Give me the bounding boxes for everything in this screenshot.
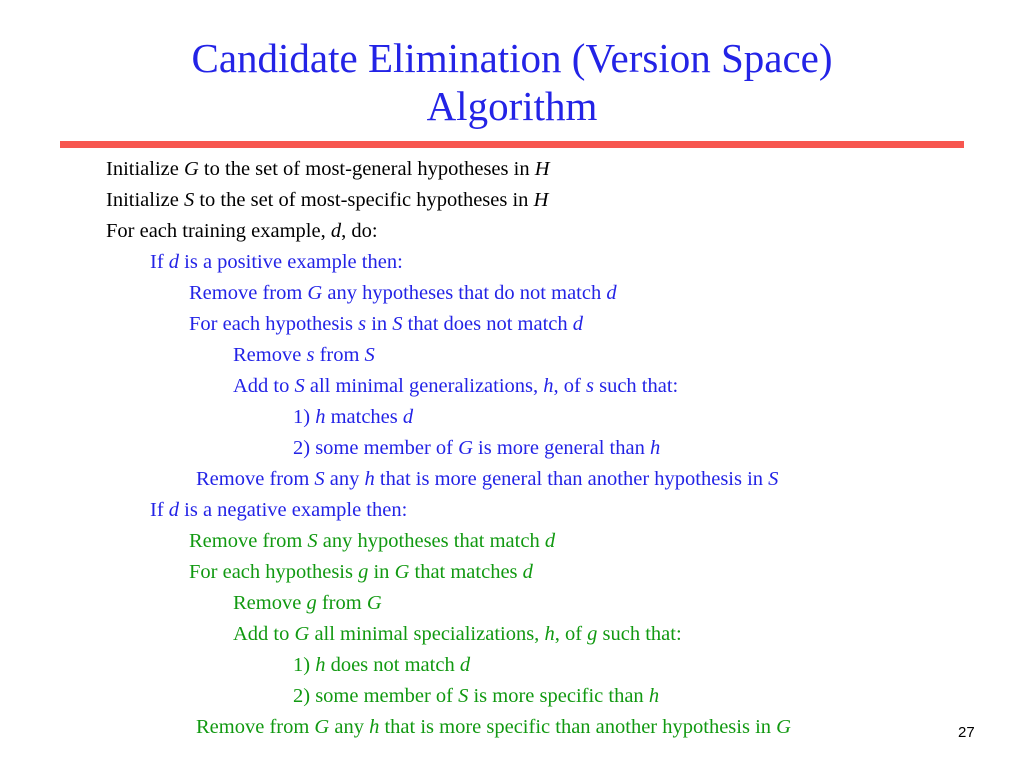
line-add-specializations (233, 619, 682, 649)
line-remove-g (233, 588, 382, 618)
text-segment: is more general than (472, 437, 650, 459)
variable-symbol: G (307, 282, 323, 304)
text-segment: Remove (233, 592, 307, 614)
text-segment: For each training example, (106, 220, 331, 242)
variable-symbol: d (544, 530, 556, 552)
variable-symbol: S (294, 375, 305, 397)
text-segment: all minimal generalizations, (304, 375, 544, 397)
variable-symbol: d (572, 313, 584, 335)
page-number: 27 (958, 724, 975, 741)
line-init-g (106, 154, 550, 184)
variable-symbol: d (522, 561, 533, 583)
line-init-s (106, 185, 548, 215)
line-spec-condition-1 (293, 650, 470, 680)
variable-symbol: d (606, 282, 617, 304)
line-remove-from-g (189, 278, 617, 308)
line-gen-condition-1 (293, 402, 413, 432)
variable-symbol: s (585, 375, 594, 397)
text-segment: from (314, 344, 365, 366)
title-line-2: Algorithm (426, 83, 598, 129)
text-segment: Add to (233, 375, 295, 397)
variable-symbol: S (392, 313, 403, 335)
variable-symbol: G (294, 623, 310, 645)
text-segment: such that: (597, 623, 682, 645)
variable-symbol: d (168, 251, 180, 273)
text-segment: in (366, 313, 393, 335)
text-segment: to the set of most-specific hypotheses in (194, 189, 534, 211)
variable-symbol: d (459, 654, 471, 676)
variable-symbol: g (587, 623, 598, 645)
text-segment: 1) (293, 406, 316, 428)
line-remove-general-from-s (196, 464, 778, 494)
text-segment: that matches (409, 561, 523, 583)
variable-symbol: h (364, 468, 375, 490)
variable-symbol: h (369, 716, 380, 738)
variable-symbol: h (649, 437, 661, 459)
text-segment: to the set of most-general hypotheses in (198, 158, 535, 180)
variable-symbol: h (648, 685, 660, 707)
variable-symbol: h (544, 623, 555, 645)
text-segment: does not match (325, 654, 460, 676)
text-segment: Add to (233, 623, 295, 645)
text-segment: , do: (341, 220, 378, 242)
text-segment: Remove (233, 344, 307, 366)
text-segment: 1) (293, 654, 316, 676)
line-add-generalizations (233, 371, 678, 401)
text-segment: any (324, 468, 365, 490)
variable-symbol: d (402, 406, 414, 428)
text-segment: any hypotheses that match (317, 530, 545, 552)
text-segment: Remove from (189, 530, 308, 552)
variable-symbol: G (776, 716, 791, 738)
text-segment: any (329, 716, 370, 738)
variable-symbol: g (358, 561, 369, 583)
variable-symbol: S (458, 685, 469, 707)
text-segment: that is more general than another hypothesis in (374, 468, 769, 490)
text-segment: , of (554, 623, 588, 645)
variable-symbol: H (534, 158, 550, 180)
text-segment: Remove from (189, 282, 308, 304)
text-segment: that does not match (402, 313, 573, 335)
variable-symbol: h (543, 375, 554, 397)
variable-symbol: G (366, 592, 382, 614)
text-segment: any hypotheses that do not match (322, 282, 607, 304)
text-segment: Remove from (196, 716, 315, 738)
text-segment: is a positive example then: (179, 251, 403, 273)
variable-symbol: d (330, 220, 342, 242)
line-if-negative (150, 495, 407, 525)
line-if-positive (150, 247, 403, 277)
variable-symbol: S (307, 530, 318, 552)
text-segment: For each hypothesis (189, 561, 359, 583)
text-segment: all minimal specializations, (309, 623, 545, 645)
title-line-1: Candidate Elimination (Version Space) (191, 35, 833, 81)
variable-symbol: S (768, 468, 779, 490)
variable-symbol: H (533, 189, 549, 211)
text-segment: that is more specific than another hypothesis in (379, 716, 777, 738)
text-segment: matches (325, 406, 403, 428)
variable-symbol: h (315, 654, 326, 676)
variable-symbol: S (364, 344, 375, 366)
text-segment: from (316, 592, 367, 614)
text-segment: , of (553, 375, 586, 397)
line-gen-condition-2 (293, 433, 660, 463)
text-segment: such that: (593, 375, 679, 397)
text-segment: is a negative example then: (179, 499, 408, 521)
line-for-each-s (189, 309, 583, 339)
variable-symbol: S (183, 189, 195, 211)
variable-symbol: d (168, 499, 180, 521)
line-for-each-example (106, 216, 378, 246)
variable-symbol: G (394, 561, 410, 583)
text-segment: in (368, 561, 395, 583)
variable-symbol: s (358, 313, 367, 335)
variable-symbol: S (314, 468, 325, 490)
text-segment: If (150, 499, 169, 521)
text-segment: 2) some member of (293, 685, 459, 707)
variable-symbol: G (183, 158, 199, 180)
text-segment: 2) some member of (293, 437, 459, 459)
slide-title (0, 34, 1024, 130)
text-segment: is more specific than (468, 685, 649, 707)
line-spec-condition-2 (293, 681, 659, 711)
variable-symbol: s (306, 344, 315, 366)
variable-symbol: h (315, 406, 326, 428)
text-segment: For each hypothesis (189, 313, 359, 335)
text-segment: Initialize (106, 158, 184, 180)
variable-symbol: G (314, 716, 330, 738)
variable-symbol: g (306, 592, 317, 614)
variable-symbol: G (458, 437, 473, 459)
text-segment: Remove from (196, 468, 315, 490)
line-for-each-g (189, 557, 533, 587)
title-divider (60, 141, 964, 148)
line-remove-specific-from-g (196, 712, 791, 742)
text-segment: If (150, 251, 169, 273)
text-segment: Initialize (106, 189, 184, 211)
line-remove-s (233, 340, 375, 370)
line-remove-from-s (189, 526, 555, 556)
